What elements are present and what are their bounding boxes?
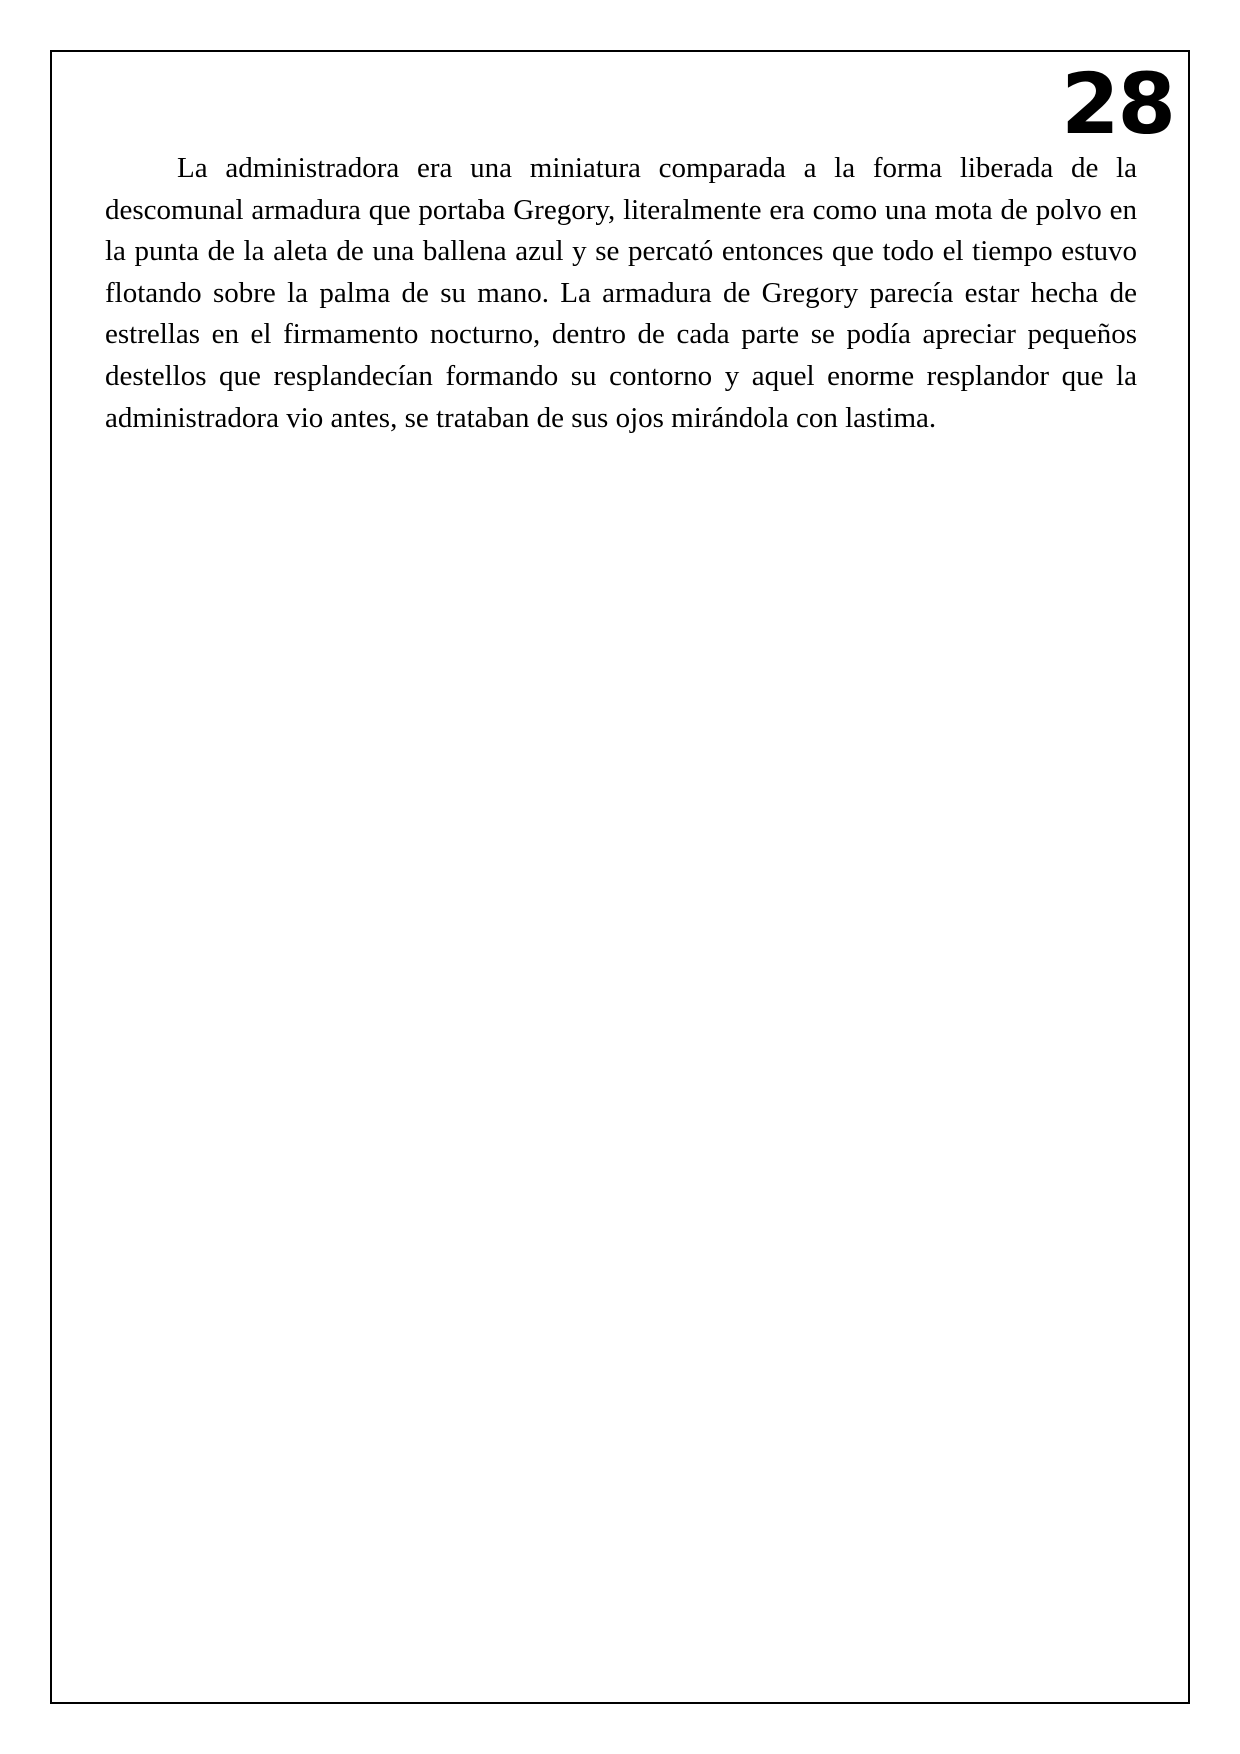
page-number: 28 <box>1061 55 1174 153</box>
page-frame <box>50 50 1190 1704</box>
body-paragraph: La administradora era una miniatura comparada a la forma liberada de la descomunal armadura que portaba Gregory, literalmente era como una mota de polvo en la punta de la aleta de una ballena azul y se percató entonces que todo el tiempo estuvo flotando sobre la palma de su mano. La armadura de Gregory parecía estar hecha de estrellas en el firmamento nocturno, dentro de cada parte se podía apreciar pequeños destellos que resplandecían formando su contorno y aquel enorme resplandor que la administradora vio antes, se trataban de sus ojos mirándola con lastima. <box>105 152 1137 434</box>
